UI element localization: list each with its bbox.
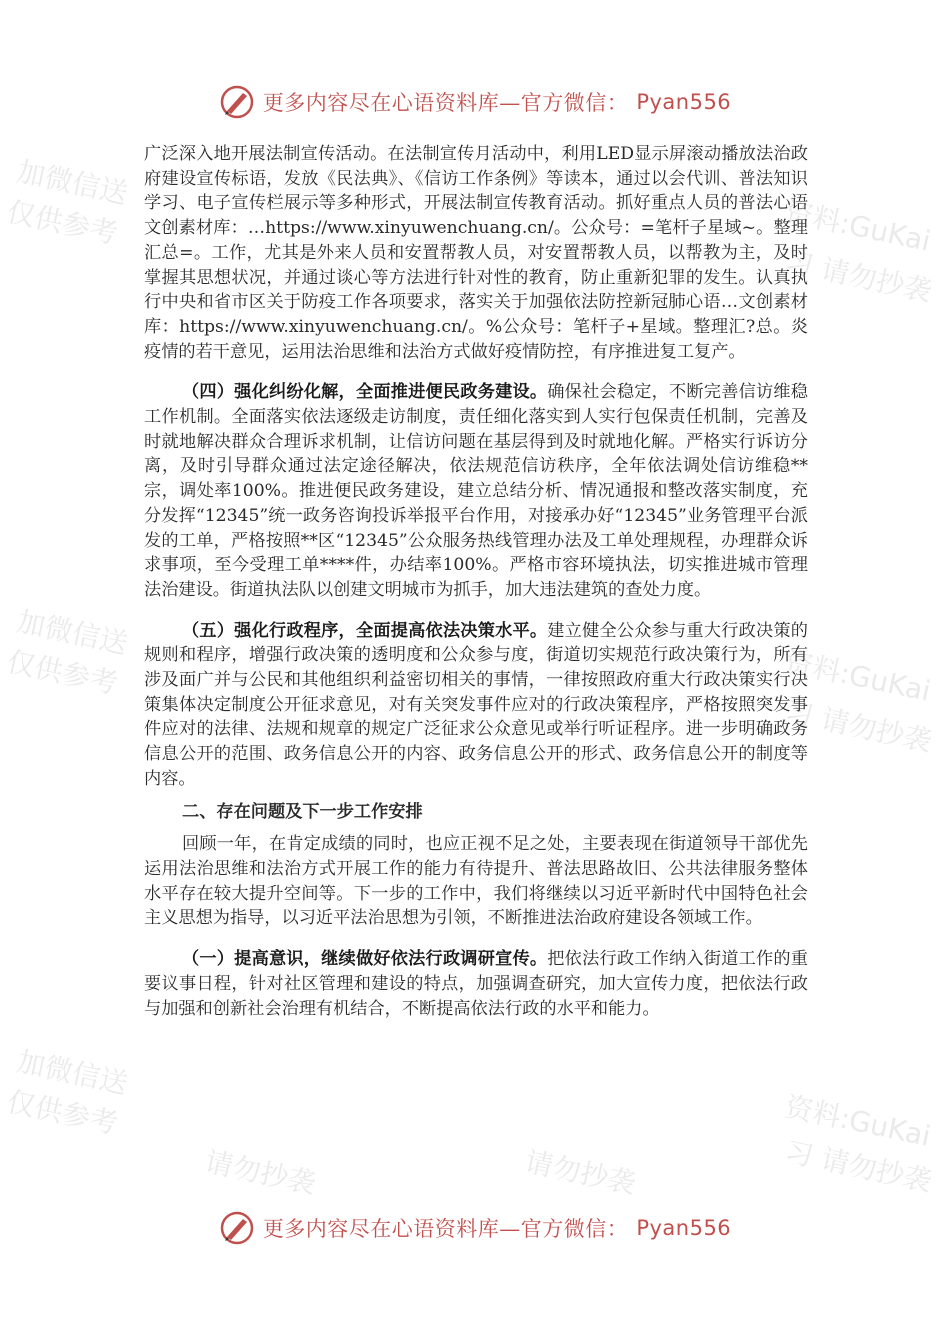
paragraph-dispute-resolution bbox=[144, 380, 808, 602]
banner-wechat-id: Pyan556 bbox=[636, 90, 732, 114]
section-title-5: （五）强化行政程序，全面提高依法决策水平。 bbox=[182, 620, 548, 641]
watermark-bottom-b: 请勿抄袭 bbox=[522, 1144, 639, 1201]
banner-wechat-id: Pyan556 bbox=[636, 1216, 732, 1240]
paragraph-text: 把依法行政工作纳入街道工作的重要议事日程，针对社区管理和建设的特点，加强调查研究，加大宣传力度，把依法行政与加强和创新社会治理有机结合，不断提高依法行政的水平和能力。 bbox=[144, 949, 808, 1019]
paragraph-text: 确保社会稳定，不断完善信访维稳工作机制。全面落实依法逐级走访制度，责任细化落实到人实行包保责任机制，完善及时就地解决群众合理诉求机制，让信访问题在基层得到及时就地化解。严格实行诉访分离，及时引导群众通过法定途径解决，依法规范信访秩序，全年依法调处信访维稳**宗，调处率100%。推进便民政务建设，建立总结分析、情况通报和整改落实制度，充分发挥“12345”统一政务咨询投诉举报平台作用，对接承办好“12345”业务管理平台派发的工单，严格按照**区“12345”公众服务热线管理办法及工单处理规程，办理群众诉求事项，至今受理工单****件，办结率100%。严格市容环境执法，切实推进城市管理法治建设。街道执法队以创建文明城市为抓手，加大违法建筑的查处力度。 bbox=[144, 382, 808, 600]
watermark-right-2: 习 请勿抄袭 bbox=[782, 244, 935, 309]
section-title-4: （四）强化纠纷化解，全面推进便民政务建设。 bbox=[182, 382, 548, 403]
pen-logo-icon bbox=[219, 1210, 255, 1246]
document-body bbox=[144, 142, 808, 1021]
section-title-1: （一）提高意识，继续做好依法行政调研宣传。 bbox=[182, 949, 548, 970]
section-heading-problems: 二、存在问题及下一步工作安排 bbox=[182, 801, 423, 822]
header-banner bbox=[0, 82, 950, 122]
paragraph-awareness bbox=[144, 947, 808, 1021]
watermark-left-2: 仅供参考 bbox=[4, 194, 121, 251]
watermark-right-5: 资料:GuKai bbox=[782, 1089, 934, 1153]
pen-logo-icon bbox=[219, 84, 255, 120]
paragraph-review: 回顾一年，在肯定成绩的同时，也应正视不足之处，主要表现在街道领导干部优先运用法治思维和法治方式开展工作的能力有待提升、普法思路故旧、公共法律服务整体水平存在较大提升空间等。下一步的工作中，我们将继续以习近平新时代中国特色社会主义思想为指导，以习近平法治思想为引领，不断推进法治政府建设各领域工作。 bbox=[144, 834, 808, 929]
watermark-left-6: 仅供参考 bbox=[4, 1084, 121, 1141]
banner-text: 更多内容尽在心语资料库—官方微信： bbox=[262, 91, 629, 115]
watermark-right-6: 习 请勿抄袭 bbox=[782, 1134, 935, 1199]
watermark-left-3: 加微信送 bbox=[14, 604, 131, 661]
watermark-left-4: 仅供参考 bbox=[4, 644, 121, 701]
footer-banner bbox=[0, 1208, 950, 1248]
watermark-bottom-a: 请勿抄袭 bbox=[202, 1144, 319, 1201]
paragraph-legal-publicity: 广泛深入地开展法制宣传活动。在法制宣传月活动中，利用LED显示屏滚动播放法治政府建设宣传标语，发放《民法典》、《信访工作条例》等读本，通过以会代训、普法知识学习、电子宣传栏展示等多种形式，开展法制宣传教育活动。抓好重点人员的普法心语文创素材库：…https://www.xinyuwenchuang.cn/。公众号：=笔杆子星域~。整理汇总=。工作，尤其是外来人员和安置帮教人员，对安置帮教人员，以帮教为主，及时掌握其思想状况，并通过谈心等方法进行针对性的教育，防止重新犯罪的发生。认真执行中央和省市区关于防疫工作各项要求，落实关于加强依法防控新冠肺心语…文创素材库：https://www.xinyuwenchuang.cn/。%公众号：笔杆子+星域。整理汇?总。炎疫情的若干意见，运用法治思维和法治方式做好疫情防控，有序推进复工复产。 bbox=[144, 144, 808, 362]
watermark-right-3: 资料:GuKai bbox=[782, 644, 934, 708]
watermark-left-5: 加微信送 bbox=[14, 1044, 131, 1101]
banner-text: 更多内容尽在心语资料库—官方微信： bbox=[262, 1217, 629, 1241]
watermark-right-4: 习 请勿抄袭 bbox=[782, 694, 935, 759]
paragraph-administrative-procedure bbox=[144, 619, 808, 792]
watermark-right-1: 资料:GuKai bbox=[782, 194, 934, 258]
watermark-left-1: 加微信送 bbox=[14, 154, 131, 211]
paragraph-text: 建立健全公众参与重大行政决策的规则和程序，增强行政决策的透明度和公众参与度，街道切实规范行政决策行为，所有涉及面广并与公民和其他组织利益密切相关的事情，一律按照政府重大行政决策实行决策集体决定制度公开征求意见，对有关突发事件应对的行政决策程序，严格按照突发事件应对的法律、法规和规章的规定广泛征求公众意见或举行听证程序。进一步明确政务信息公开的范围、政务信息公开的内容、政务信息公开的形式、政务信息公开的制度等内容。 bbox=[144, 620, 808, 789]
